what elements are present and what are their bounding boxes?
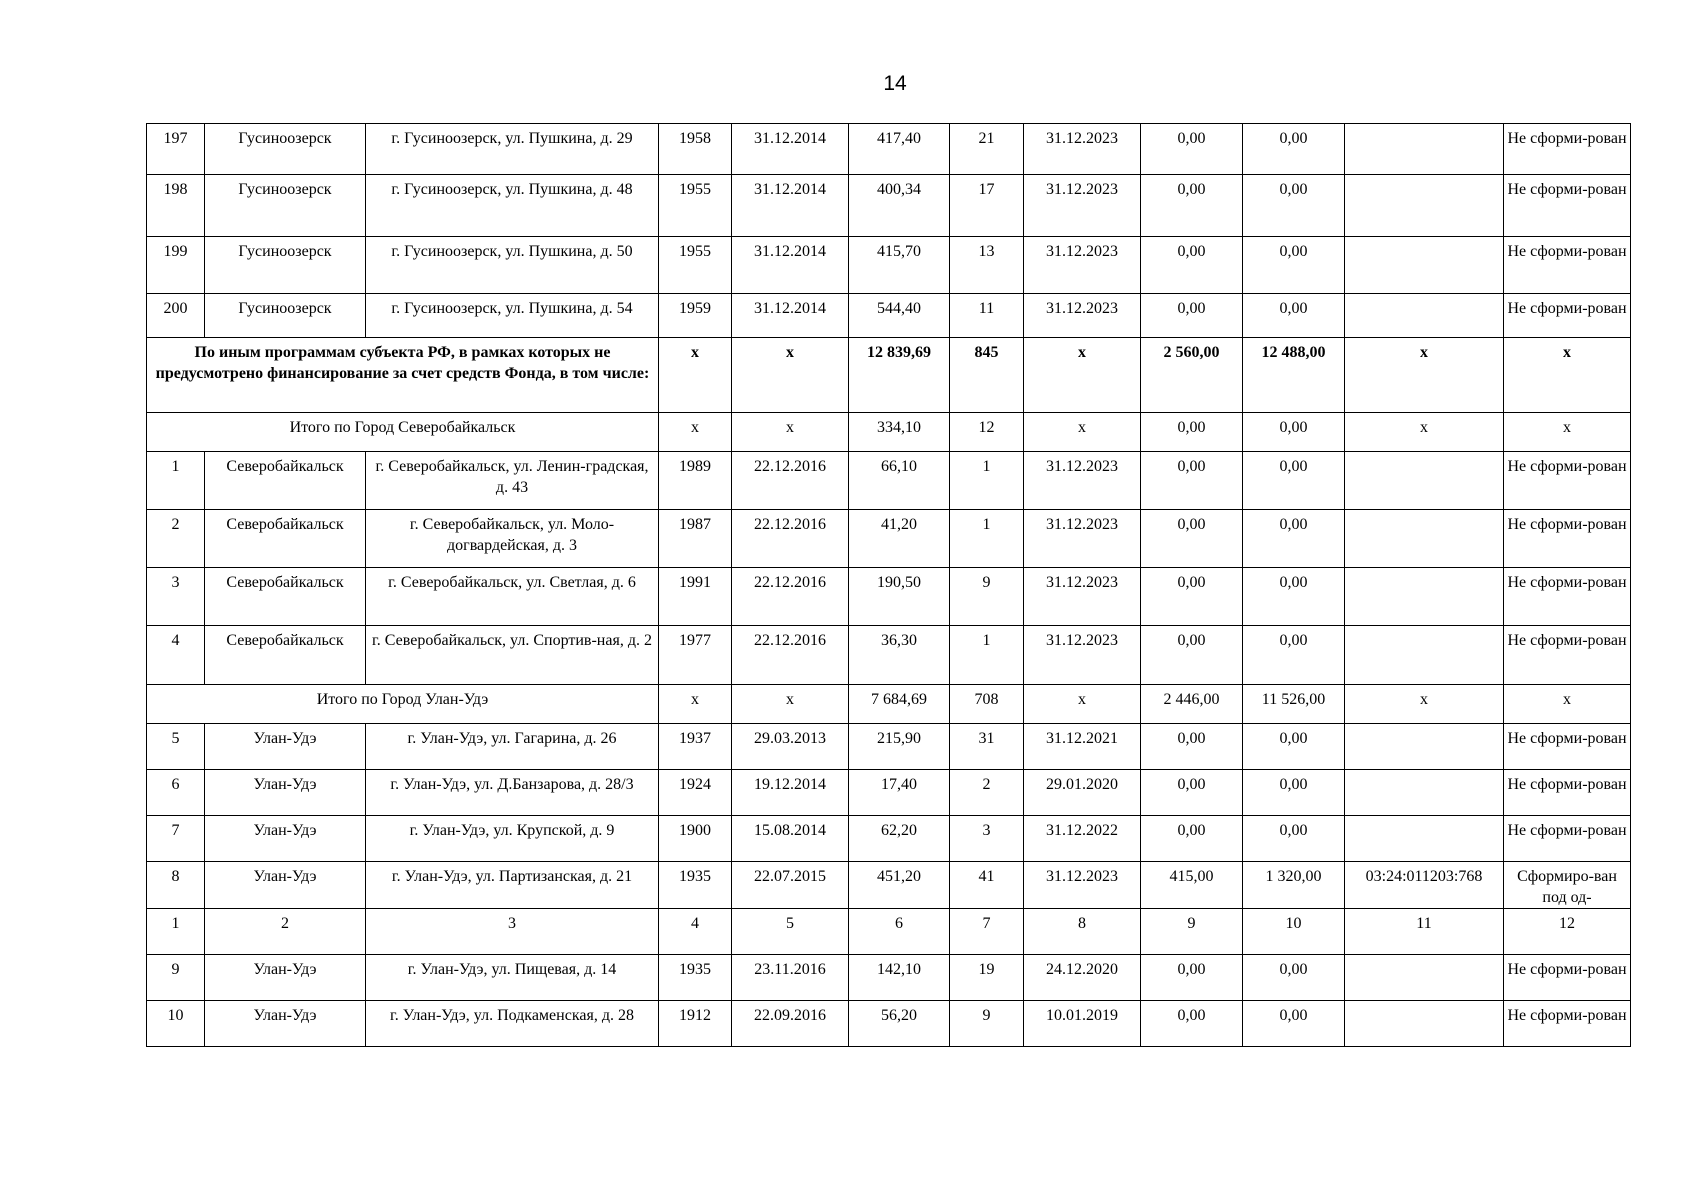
cell-people: 31 <box>950 724 1024 770</box>
cell-cad <box>1345 510 1504 568</box>
cell-area: 66,10 <box>849 452 950 510</box>
cell-v9: 0,00 <box>1141 124 1243 175</box>
cell-n: 5 <box>147 724 205 770</box>
cell-n: 4 <box>147 626 205 685</box>
cell-plan: x <box>1024 685 1141 724</box>
cell-date: 22.12.2016 <box>732 452 849 510</box>
cell-cad <box>1345 955 1504 1001</box>
subtotal-row <box>147 685 1631 724</box>
subtotal-row <box>147 338 1631 413</box>
cell-city: 2 <box>205 909 366 955</box>
cell-city: Улан-Удэ <box>205 770 366 816</box>
cell-v10: 0,00 <box>1243 955 1345 1001</box>
cell-v10: 0,00 <box>1243 770 1345 816</box>
cell-year: 1989 <box>659 452 732 510</box>
table-row <box>147 237 1631 294</box>
cell-v10: 0,00 <box>1243 724 1345 770</box>
cell-cad: x <box>1345 685 1504 724</box>
cell-people: 845 <box>950 338 1024 413</box>
cell-date: 29.03.2013 <box>732 724 849 770</box>
cell-year: 1987 <box>659 510 732 568</box>
cell-date: 31.12.2014 <box>732 237 849 294</box>
cell-n: 6 <box>147 770 205 816</box>
cell-date: 15.08.2014 <box>732 816 849 862</box>
cell-addr: г. Улан-Удэ, ул. Гагарина, д. 26 <box>366 724 659 770</box>
cell-city: Гусиноозерск <box>205 237 366 294</box>
cell-cad <box>1345 294 1504 338</box>
cell-year: 1991 <box>659 568 732 626</box>
cell-n: 1 <box>147 909 205 955</box>
cell-v9: 0,00 <box>1141 1001 1243 1047</box>
cell-addr: г. Гусиноозерск, ул. Пушкина, д. 48 <box>366 175 659 237</box>
cell-v10: 0,00 <box>1243 294 1345 338</box>
cell-addr: г. Гусиноозерск, ул. Пушкина, д. 29 <box>366 124 659 175</box>
cell-people: 1 <box>950 452 1024 510</box>
cell-date: x <box>732 685 849 724</box>
table-row <box>147 626 1631 685</box>
cell-v10: 0,00 <box>1243 1001 1345 1047</box>
cell-plan: 31.12.2023 <box>1024 237 1141 294</box>
cell-people: 41 <box>950 862 1024 909</box>
cell-people: 11 <box>950 294 1024 338</box>
cell-area: 62,20 <box>849 816 950 862</box>
cell-n: 200 <box>147 294 205 338</box>
cell-plan: 31.12.2023 <box>1024 626 1141 685</box>
cell-date: 23.11.2016 <box>732 955 849 1001</box>
cell-v10: 10 <box>1243 909 1345 955</box>
cell-plan: x <box>1024 338 1141 413</box>
cell-year: 1912 <box>659 1001 732 1047</box>
cell-addr: г. Северобайкальск, ул. Спортив-ная, д. 2 <box>366 626 659 685</box>
cell-people: 21 <box>950 124 1024 175</box>
cell-addr: г. Улан-Удэ, ул. Крупской, д. 9 <box>366 816 659 862</box>
cell-cad: 03:24:011203:768 <box>1345 862 1504 909</box>
cell-date: 5 <box>732 909 849 955</box>
cell-status: Не сформи-рован <box>1504 568 1631 626</box>
table-row <box>147 510 1631 568</box>
cell-year: 1955 <box>659 237 732 294</box>
cell-plan: 24.12.2020 <box>1024 955 1141 1001</box>
cell-v10: 0,00 <box>1243 816 1345 862</box>
table-row <box>147 862 1631 909</box>
cell-plan: x <box>1024 413 1141 452</box>
cell-plan: 31.12.2023 <box>1024 294 1141 338</box>
cell-people: 13 <box>950 237 1024 294</box>
cell-v10: 0,00 <box>1243 413 1345 452</box>
cell-people: 17 <box>950 175 1024 237</box>
cell-plan: 31.12.2023 <box>1024 568 1141 626</box>
cell-addr: г. Улан-Удэ, ул. Д.Банзарова, д. 28/3 <box>366 770 659 816</box>
cell-addr: г. Гусиноозерск, ул. Пушкина, д. 50 <box>366 237 659 294</box>
cell-year: 1955 <box>659 175 732 237</box>
cell-status: Не сформи-рован <box>1504 124 1631 175</box>
cell-v10: 0,00 <box>1243 175 1345 237</box>
cell-date: 31.12.2014 <box>732 124 849 175</box>
cell-addr: г. Улан-Удэ, ул. Пищевая, д. 14 <box>366 955 659 1001</box>
cell-v10: 0,00 <box>1243 452 1345 510</box>
cell-area: 334,10 <box>849 413 950 452</box>
cell-v10: 0,00 <box>1243 568 1345 626</box>
cell-addr: г. Улан-Удэ, ул. Партизанская, д. 21 <box>366 862 659 909</box>
cell-people: 1 <box>950 510 1024 568</box>
cell-status: 12 <box>1504 909 1631 955</box>
cell-n: 10 <box>147 1001 205 1047</box>
cell-n: 7 <box>147 816 205 862</box>
cell-people: 7 <box>950 909 1024 955</box>
cell-city: Гусиноозерск <box>205 175 366 237</box>
cell-label: Итого по Город Улан-Удэ <box>147 685 659 724</box>
cell-area: 190,50 <box>849 568 950 626</box>
cell-people: 2 <box>950 770 1024 816</box>
cell-people: 1 <box>950 626 1024 685</box>
cell-area: 142,10 <box>849 955 950 1001</box>
cell-v9: 9 <box>1141 909 1243 955</box>
cell-date: 19.12.2014 <box>732 770 849 816</box>
table-row <box>147 909 1631 955</box>
cell-v9: 0,00 <box>1141 237 1243 294</box>
cell-plan: 29.01.2020 <box>1024 770 1141 816</box>
cell-status: Не сформи-рован <box>1504 724 1631 770</box>
cell-label: Итого по Город Северобайкальск <box>147 413 659 452</box>
cell-cad <box>1345 724 1504 770</box>
cell-date: 22.09.2016 <box>732 1001 849 1047</box>
cell-v10: 0,00 <box>1243 626 1345 685</box>
table-row <box>147 1001 1631 1047</box>
cell-people: 19 <box>950 955 1024 1001</box>
table-row <box>147 724 1631 770</box>
cell-status: Не сформи-рован <box>1504 626 1631 685</box>
cell-plan: 31.12.2023 <box>1024 452 1141 510</box>
cell-v10: 12 488,00 <box>1243 338 1345 413</box>
cell-n: 8 <box>147 862 205 909</box>
cell-cad: x <box>1345 338 1504 413</box>
cell-v9: 0,00 <box>1141 413 1243 452</box>
cell-status: Не сформи-рован <box>1504 816 1631 862</box>
cell-plan: 10.01.2019 <box>1024 1001 1141 1047</box>
cell-v9: 0,00 <box>1141 452 1243 510</box>
cell-v9: 0,00 <box>1141 568 1243 626</box>
cell-status: Не сформи-рован <box>1504 237 1631 294</box>
cell-addr: г. Северобайкальск, ул. Моло-догвардейская, д. 3 <box>366 510 659 568</box>
cell-city: Северобайкальск <box>205 568 366 626</box>
subtotal-row <box>147 413 1631 452</box>
cell-v9: 0,00 <box>1141 294 1243 338</box>
cell-v10: 1 320,00 <box>1243 862 1345 909</box>
cell-v9: 0,00 <box>1141 175 1243 237</box>
cell-v10: 0,00 <box>1243 237 1345 294</box>
cell-cad <box>1345 1001 1504 1047</box>
cell-status: Не сформи-рован <box>1504 1001 1631 1047</box>
table-row <box>147 294 1631 338</box>
cell-area: 215,90 <box>849 724 950 770</box>
cell-city: Улан-Удэ <box>205 816 366 862</box>
cell-status: Не сформи-рован <box>1504 955 1631 1001</box>
cell-cad: 11 <box>1345 909 1504 955</box>
cell-area: 400,34 <box>849 175 950 237</box>
cell-n: 2 <box>147 510 205 568</box>
cell-area: 56,20 <box>849 1001 950 1047</box>
cell-city: Северобайкальск <box>205 626 366 685</box>
cell-status: x <box>1504 685 1631 724</box>
cell-area: 415,70 <box>849 237 950 294</box>
cell-status: Не сформи-рован <box>1504 452 1631 510</box>
cell-city: Улан-Удэ <box>205 862 366 909</box>
cell-n: 199 <box>147 237 205 294</box>
cell-v9: 0,00 <box>1141 626 1243 685</box>
cell-v10: 0,00 <box>1243 124 1345 175</box>
cell-area: 7 684,69 <box>849 685 950 724</box>
cell-year: 1959 <box>659 294 732 338</box>
cell-year: x <box>659 685 732 724</box>
cell-year: 1958 <box>659 124 732 175</box>
cell-plan: 8 <box>1024 909 1141 955</box>
cell-people: 9 <box>950 1001 1024 1047</box>
page-number: 14 <box>883 72 907 95</box>
cell-plan: 31.12.2023 <box>1024 175 1141 237</box>
cell-people: 12 <box>950 413 1024 452</box>
cell-year: 1935 <box>659 862 732 909</box>
cell-status: Не сформи-рован <box>1504 770 1631 816</box>
cell-year: 1924 <box>659 770 732 816</box>
cell-cad: x <box>1345 413 1504 452</box>
table-row <box>147 452 1631 510</box>
cell-year: 1935 <box>659 955 732 1001</box>
cell-cad <box>1345 237 1504 294</box>
cell-city: Улан-Удэ <box>205 1001 366 1047</box>
cell-city: Северобайкальск <box>205 510 366 568</box>
cell-date: 22.12.2016 <box>732 568 849 626</box>
cell-year: 1937 <box>659 724 732 770</box>
cell-city: Гусиноозерск <box>205 294 366 338</box>
cell-v9: 0,00 <box>1141 510 1243 568</box>
cell-area: 36,30 <box>849 626 950 685</box>
cell-n: 3 <box>147 568 205 626</box>
cell-area: 12 839,69 <box>849 338 950 413</box>
cell-people: 9 <box>950 568 1024 626</box>
table-row <box>147 770 1631 816</box>
cell-year: x <box>659 338 732 413</box>
table-row <box>147 816 1631 862</box>
cell-city: Улан-Удэ <box>205 955 366 1001</box>
cell-status: x <box>1504 413 1631 452</box>
cell-year: 1977 <box>659 626 732 685</box>
table-row <box>147 175 1631 237</box>
cell-area: 451,20 <box>849 862 950 909</box>
cell-plan: 31.12.2023 <box>1024 124 1141 175</box>
cell-addr: г. Гусиноозерск, ул. Пушкина, д. 54 <box>366 294 659 338</box>
cell-v9: 0,00 <box>1141 816 1243 862</box>
table-row <box>147 955 1631 1001</box>
cell-date: x <box>732 338 849 413</box>
cell-addr: г. Улан-Удэ, ул. Подкаменская, д. 28 <box>366 1001 659 1047</box>
cell-area: 41,20 <box>849 510 950 568</box>
cell-label: По иным программам субъекта РФ, в рамках которых не предусмотрено финансирование за счет средств Фонда, в том числе: <box>147 338 659 413</box>
cell-status: Сформиро-ван под од- <box>1504 862 1631 909</box>
cell-v9: 2 560,00 <box>1141 338 1243 413</box>
cell-city: Улан-Удэ <box>205 724 366 770</box>
cell-addr: г. Северобайкальск, ул. Ленин-градская, д. 43 <box>366 452 659 510</box>
cell-status: Не сформи-рован <box>1504 294 1631 338</box>
cell-cad <box>1345 175 1504 237</box>
cell-cad <box>1345 626 1504 685</box>
cell-v10: 0,00 <box>1243 510 1345 568</box>
cell-date: x <box>732 413 849 452</box>
cell-date: 31.12.2014 <box>732 175 849 237</box>
cell-city: Северобайкальск <box>205 452 366 510</box>
cell-date: 22.07.2015 <box>732 862 849 909</box>
cell-year: 4 <box>659 909 732 955</box>
cell-people: 708 <box>950 685 1024 724</box>
cell-area: 17,40 <box>849 770 950 816</box>
cell-v9: 415,00 <box>1141 862 1243 909</box>
cell-cad <box>1345 568 1504 626</box>
cell-addr: 3 <box>366 909 659 955</box>
cell-status: x <box>1504 338 1631 413</box>
cell-date: 22.12.2016 <box>732 626 849 685</box>
cell-n: 9 <box>147 955 205 1001</box>
housing-table <box>146 123 1631 1047</box>
cell-people: 3 <box>950 816 1024 862</box>
cell-plan: 31.12.2022 <box>1024 816 1141 862</box>
cell-cad <box>1345 816 1504 862</box>
cell-year: 1900 <box>659 816 732 862</box>
cell-area: 544,40 <box>849 294 950 338</box>
cell-year: x <box>659 413 732 452</box>
cell-plan: 31.12.2021 <box>1024 724 1141 770</box>
cell-n: 1 <box>147 452 205 510</box>
cell-addr: г. Северобайкальск, ул. Светлая, д. 6 <box>366 568 659 626</box>
cell-date: 31.12.2014 <box>732 294 849 338</box>
table-row <box>147 124 1631 175</box>
cell-cad <box>1345 124 1504 175</box>
cell-n: 198 <box>147 175 205 237</box>
cell-area: 6 <box>849 909 950 955</box>
cell-n: 197 <box>147 124 205 175</box>
cell-area: 417,40 <box>849 124 950 175</box>
cell-date: 22.12.2016 <box>732 510 849 568</box>
cell-status: Не сформи-рован <box>1504 510 1631 568</box>
cell-v9: 0,00 <box>1141 770 1243 816</box>
cell-v10: 11 526,00 <box>1243 685 1345 724</box>
table-row <box>147 568 1631 626</box>
cell-cad <box>1345 452 1504 510</box>
cell-cad <box>1345 770 1504 816</box>
cell-v9: 0,00 <box>1141 955 1243 1001</box>
cell-status: Не сформи-рован <box>1504 175 1631 237</box>
cell-plan: 31.12.2023 <box>1024 510 1141 568</box>
cell-plan: 31.12.2023 <box>1024 862 1141 909</box>
cell-v9: 2 446,00 <box>1141 685 1243 724</box>
cell-v9: 0,00 <box>1141 724 1243 770</box>
cell-city: Гусиноозерск <box>205 124 366 175</box>
